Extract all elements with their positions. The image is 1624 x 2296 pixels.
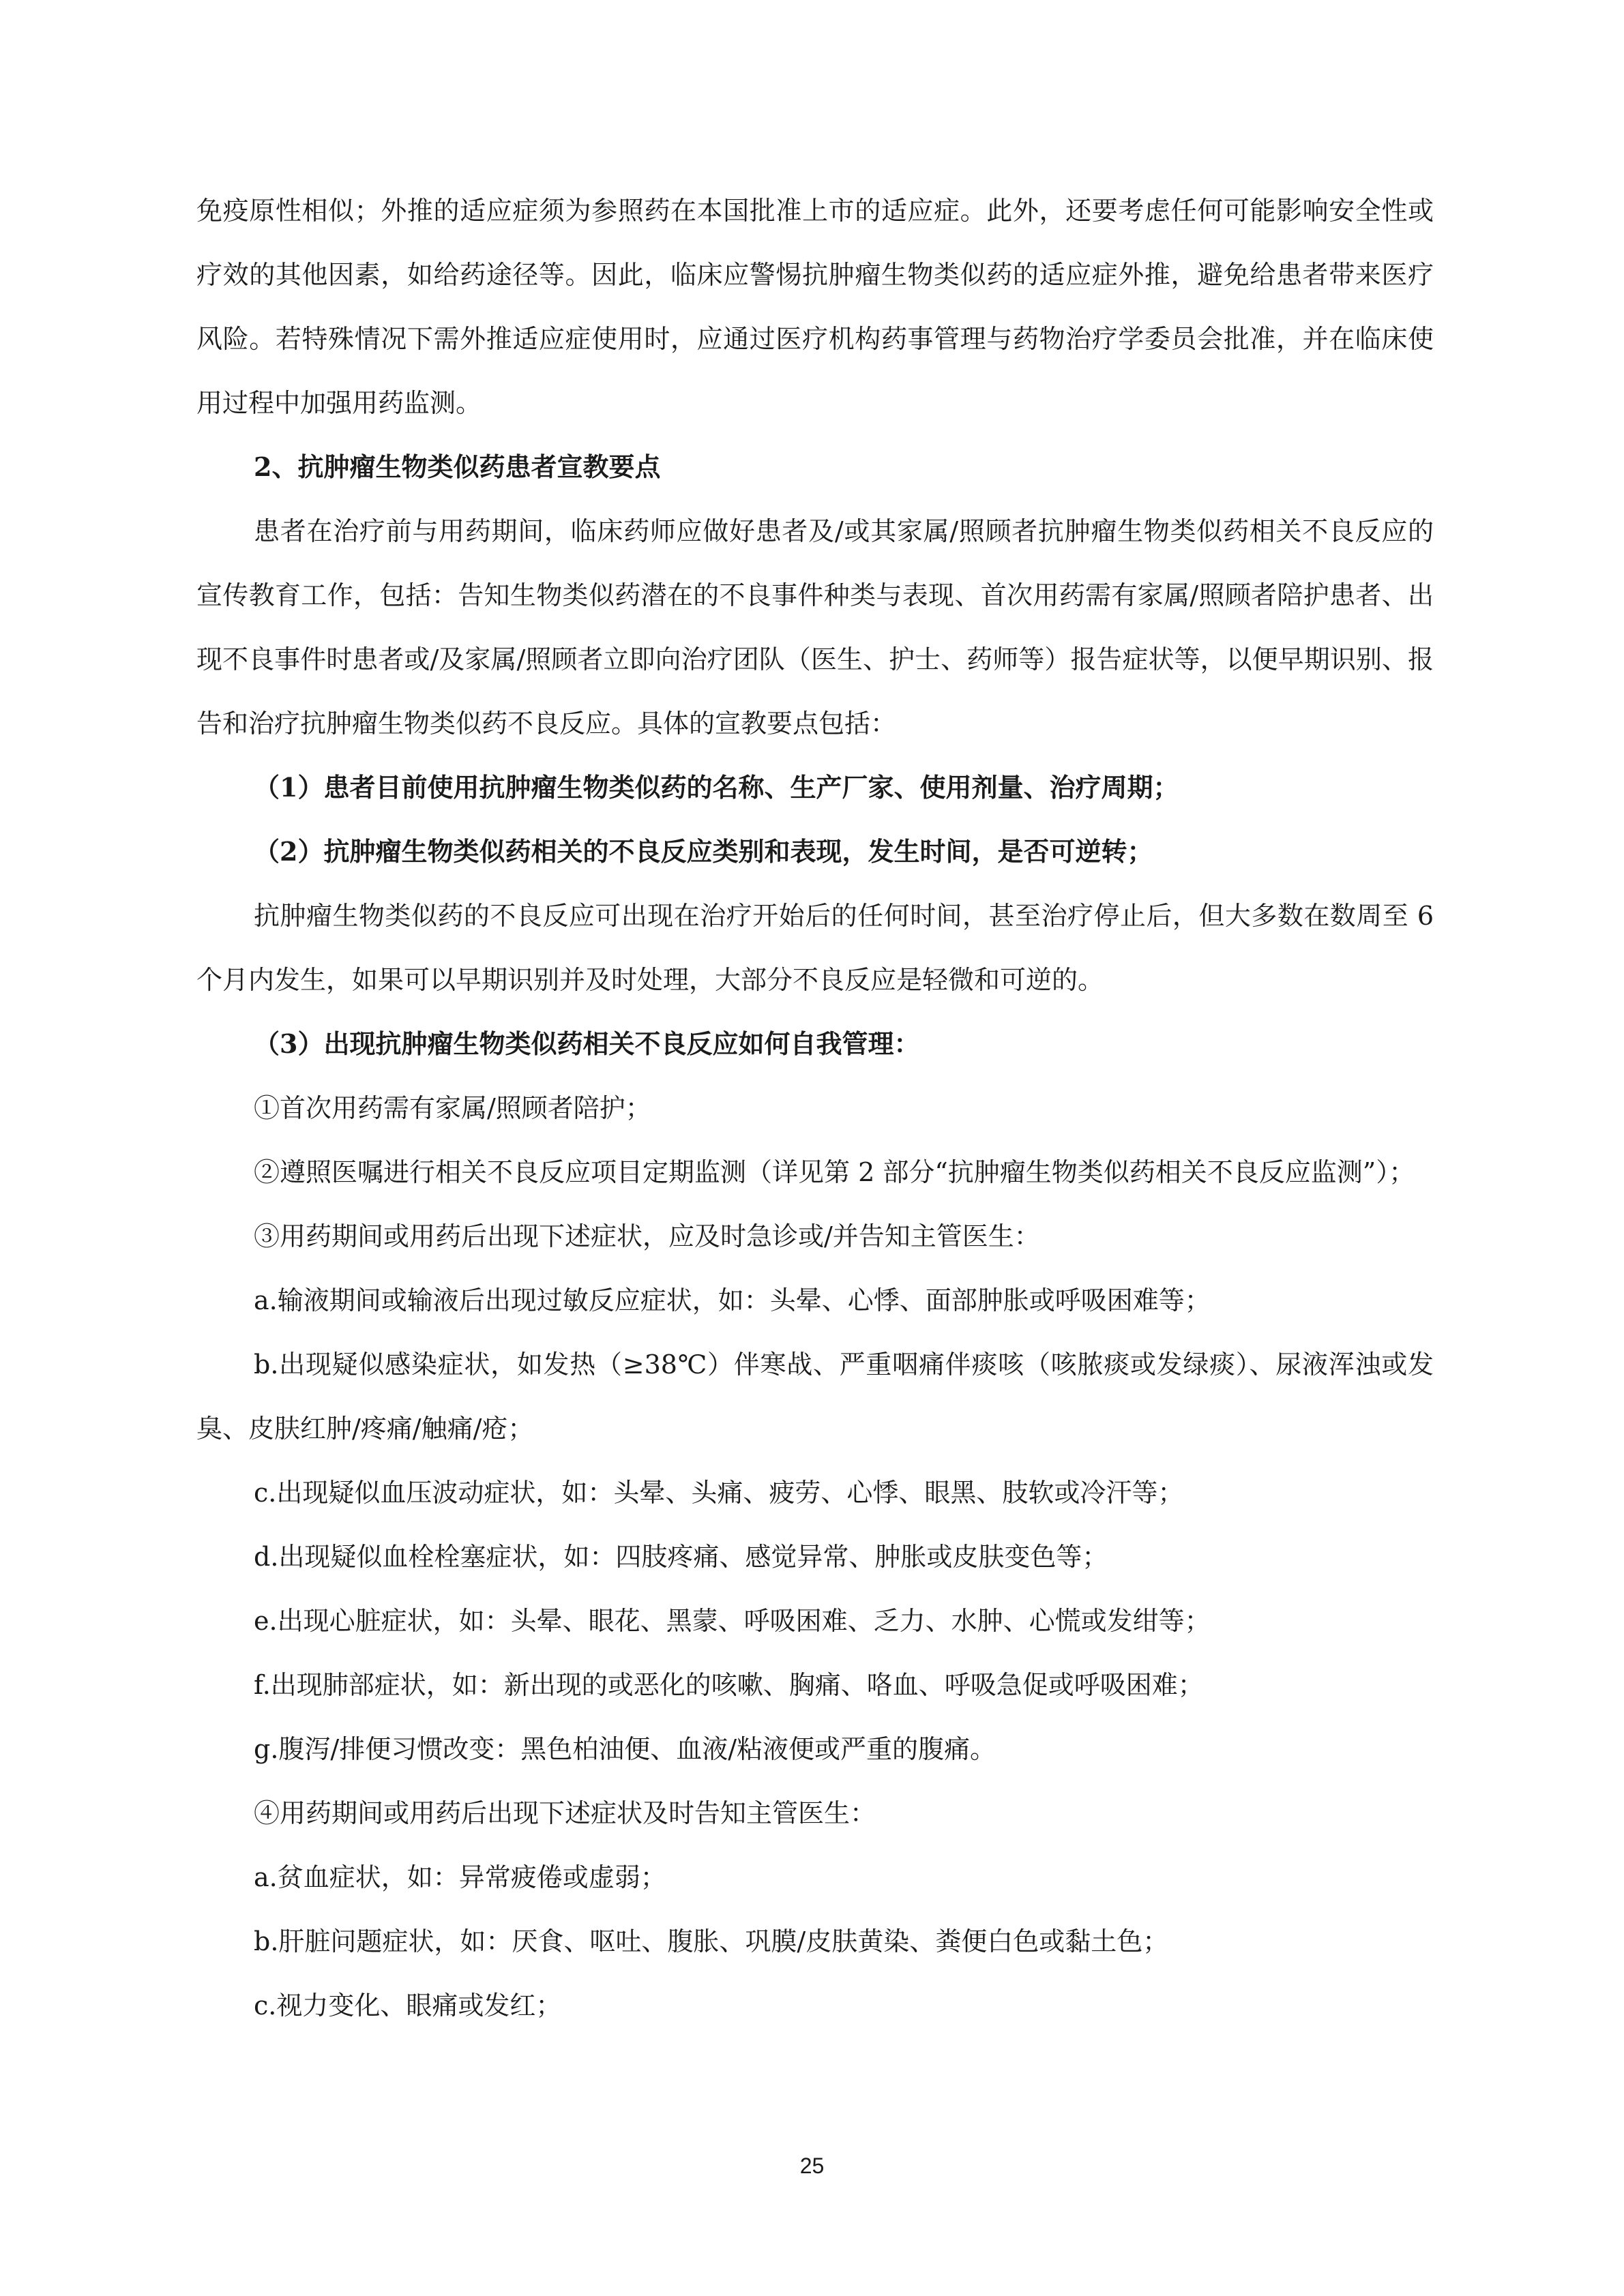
page-number: 25 xyxy=(799,2153,825,2178)
section-heading-patient-education: 2、抗肿瘤生物类似药患者宣教要点 xyxy=(254,451,661,482)
list-item-3c: c.出现疑似血压波动症状，如：头晕、头痛、疲劳、心悸、眼黑、肢软或冷汗等； xyxy=(254,1478,1184,1508)
subheading-point-2: （2）抗肿瘤生物类似药相关的不良反应类别和表现，发生时间，是否可逆转； xyxy=(254,836,1153,867)
list-item-4a: a.贫血症状，如：异常疲倦或虚弱； xyxy=(254,1862,666,1892)
list-item-3e: e.出现心脏症状，如：头晕、眼花、黑蒙、呼吸困难、乏力、水肿、心慌或发绀等； xyxy=(254,1606,1211,1636)
list-item-3a: a.输液期间或输液后出现过敏反应症状，如：头晕、心悸、面部肿胀或呼吸困难等； xyxy=(254,1285,1211,1315)
list-item-3b: b.出现疑似感染症状，如发热（≥38℃）伴寒战、严重咽痛伴痰咳（咳脓痰或发绿痰）、尿液浑浊或发臭、皮肤红肿/疼痛/触痛/疮； xyxy=(196,1350,1434,1444)
subheading-point-1: （1）患者目前使用抗肿瘤生物类似药的名称、生产厂家、使用剂量、治疗周期； xyxy=(254,772,1179,803)
paragraph-reaction-timing: 抗肿瘤生物类似药的不良反应可出现在治疗开始后的任何时间，甚至治疗停止后，但大多数在数周至 6 个月内发生，如果可以早期识别并及时处理，大部分不良反应是轻微和可逆的。 xyxy=(196,901,1434,995)
list-item-2: ②遵照医嘱进行相关不良反应项目定期监测（详见第 2 部分“抗肿瘤生物类似药相关不良反应监测”）； xyxy=(254,1157,1415,1187)
list-item-3f: f.出现肺部症状，如：新出现的或恶化的咳嗽、胸痛、咯血、呼吸急促或呼吸困难； xyxy=(254,1670,1204,1700)
list-item-4c: c.视力变化、眼痛或发红； xyxy=(254,1991,562,2021)
page-body xyxy=(196,179,1434,2038)
paragraph-education-intro: 患者在治疗前与用药期间，临床药师应做好患者及/或其家属/照顾者抗肿瘤生物类似药相关不良反应的宣传教育工作，包括：告知生物类似药潜在的不良事件种类与表现、首次用药需有家属/照顾者陪护患者、出现不良事件时患者或/及家属/照顾者立即向治疗团队（医生、护士、药师等）报告症状等，以便早期识别、报告和治疗抗肿瘤生物类似药不良反应。具体的宣教要点包括： xyxy=(196,516,1434,739)
list-item-3d: d.出现疑似血栓栓塞症状，如：四肢疼痛、感觉异常、肿胀或皮肤变色等； xyxy=(254,1542,1108,1572)
list-item-1: ①首次用药需有家属/照顾者陪护； xyxy=(254,1093,651,1123)
list-item-3: ③用药期间或用药后出现下述症状，应及时急诊或/并告知主管医生： xyxy=(254,1221,1040,1251)
list-item-3g: g.腹泻/排便习惯改变：黑色柏油便、血液/粘液便或严重的腹痛。 xyxy=(254,1734,996,1764)
list-item-4b: b.肝脏问题症状，如：厌食、呕吐、腹胀、巩膜/皮肤黄染、粪便白色或黏土色； xyxy=(254,1926,1169,1956)
subheading-point-3: （3）出现抗肿瘤生物类似药相关不良反应如何自我管理： xyxy=(254,1028,920,1059)
list-item-4: ④用药期间或用药后出现下述症状及时告知主管医生： xyxy=(254,1798,876,1828)
paragraph-extrapolation: 免疫原性相似；外推的适应症须为参照药在本国批准上市的适应症。此外，还要考虑任何可能影响安全性或疗效的其他因素，如给药途径等。因此，临床应警惕抗肿瘤生物类似药的适应症外推，避免给患者带来医疗风险。若特殊情况下需外推适应症使用时，应通过医疗机构药事管理与药物治疗学委员会批准，并在临床使用过程中加强用药监测。 xyxy=(196,196,1434,418)
